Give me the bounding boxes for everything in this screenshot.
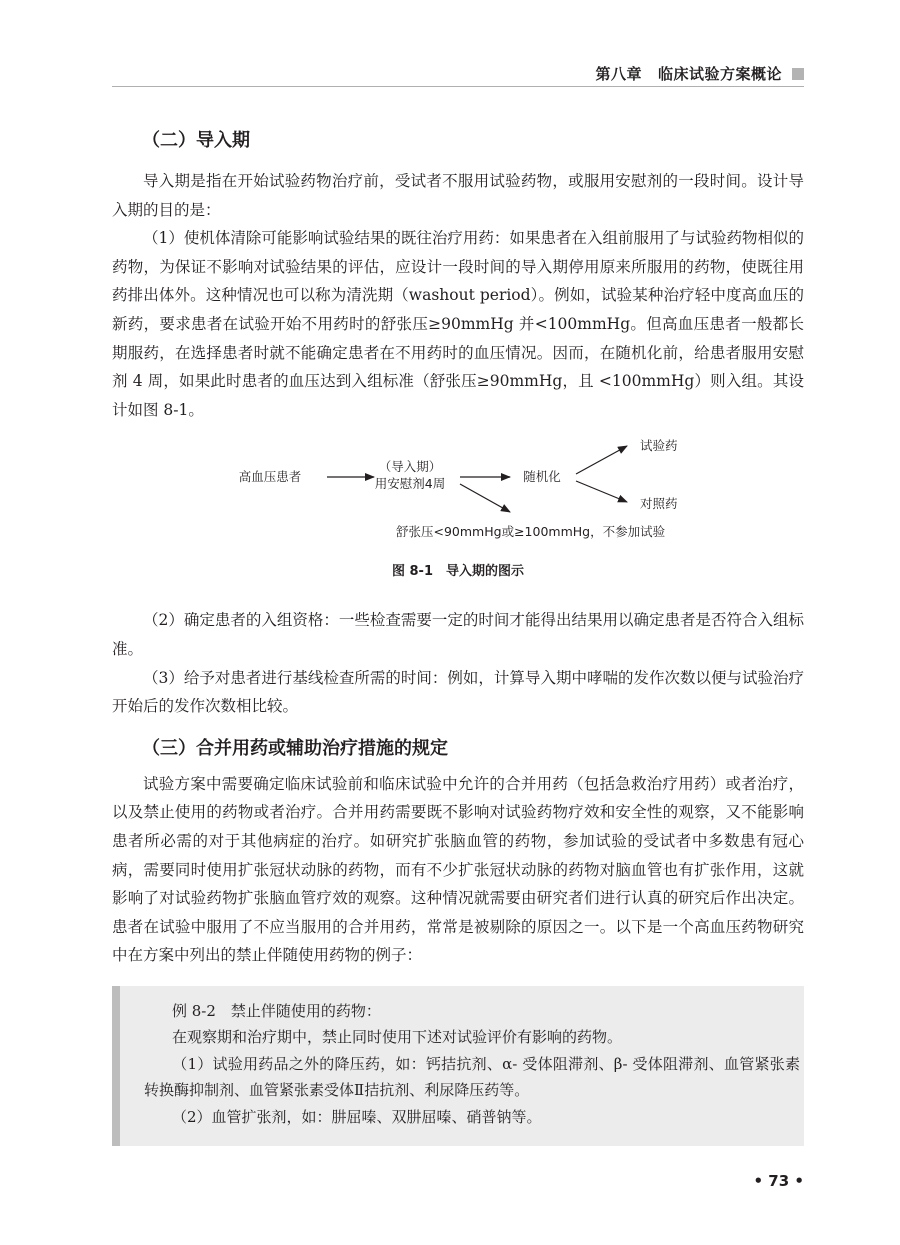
exclusion-note: 舒张压<90mmHg或≥100mmHg，不参加试验 [396, 524, 666, 540]
node-control-drug: 对照药 [640, 496, 678, 512]
example-intro: 在观察期和治疗期中，禁止同时使用下述对试验评价有影响的药物。 [172, 1028, 623, 1047]
header-rule [112, 86, 804, 87]
example-item-2: （2）血管扩张剂，如：肼屈嗪、双肼屈嗪、硝普钠等。 [172, 1107, 542, 1126]
paragraph-runin-definition: 导入期是指在开始试验药物治疗前，受试者不服用试验药物，或服用安慰剂的一段时间。设计导入期的目的是： [112, 172, 804, 219]
section-heading-runin: （二）导入期 [142, 130, 250, 151]
example-box [112, 986, 804, 1147]
node-patients: 高血压患者 [238, 469, 302, 485]
chapter-number: 第八章 [595, 65, 642, 83]
arrow-random-to-test [576, 446, 627, 474]
example-item-1-text: （1）试验用药品之外的降压药，如：钙拮抗剂、α- 受体阻滞剂、β- 受体阻滞剂、血管紧张素转换酶抑制剂、血管紧张素受体Ⅱ拮抗剂、利尿降压药等。 [144, 1054, 800, 1100]
figure-caption: 图 8-1 导入期的图示 [391, 564, 524, 580]
figure-runin-diagram [112, 424, 804, 606]
arrow-runin-to-exclusion [460, 484, 510, 512]
page-number: • 73 • [753, 1172, 804, 1190]
section-heading-concomitant: （三）合并用药或辅助治疗措施的规定 [142, 737, 448, 759]
running-head [595, 63, 804, 84]
node-runin-line1: （导入期） [378, 459, 442, 475]
node-runin-line2: 用安慰剂4周 [374, 476, 446, 492]
node-test-drug: 试验药 [640, 438, 678, 454]
chapter-title: 临床试验方案概论 [657, 65, 782, 83]
paragraph-runin-purpose-2: （2）确定患者的入组资格：一些检查需要一定的时间才能得出结果用以确定患者是否符合入组标准。 [112, 611, 804, 658]
paragraph-runin-purpose-1: （1）使机体清除可能影响试验结果的既往治疗用药：如果患者在入组前服用了与试验药物相似的药物，为保证不影响对试验结果的评估，应设计一段时间的导入期停用原来所服用的药物，使既往用药排出体外。这种情况也可以称为清洗期（washout period）。例如，试验某种治疗轻中度高血压的新药，要求患者在试验开始不用药时的舒张压≥90mmHg 并<100mmHg。但高血压患者一般都长期服药，在选择患者时就不能确定患者在不用药时的血压情况。因而，在随机化前，给患者服用安慰剂 4 周，如果此时患者的血压达到入组标准（舒张压≥90mmHg，且 <100mmHg）则入组。其设计如图 8-1。 [112, 229, 804, 419]
example-item-1 [144, 1051, 800, 1104]
paragraph-concomitant: 试验方案中需要确定临床试验前和临床试验中允许的合并用药（包括急救治疗用药）或者治疗，以及禁止使用的药物或者治疗。合并用药需要既不影响对试验药物疗效和安全性的观察，又不能影响患者所必需的对于其他病症的治疗。如研究扩张脑血管的药物，参加试验的受试者中多数患有冠心病，需要同时使用扩张冠状动脉的药物，而有不少扩张冠状动脉的药物对脑血管也有扩张作用，这就影响了对试验药物扩张脑血管疗效的观察。这种情况就需要由研究者们进行认真的研究后作出决定。患者在试验中服用了不应当服用的合并用药，常常是被剔除的原因之一。以下是一个高血压药物研究中在方案中列出的禁止伴随使用药物的例子： [112, 774, 804, 965]
arrow-random-to-control [576, 481, 627, 502]
page-content [112, 126, 804, 1146]
header-square-icon [792, 68, 804, 80]
node-random: 随机化 [523, 469, 561, 485]
paragraph-runin-purpose-3: （3）给予对患者进行基线检查所需的时间：例如，计算导入期中哮喘的发作次数以便与试验治疗开始后的发作次数相比较。 [112, 668, 804, 716]
example-title: 例 8-2 禁止伴随使用的药物： [172, 1001, 381, 1020]
